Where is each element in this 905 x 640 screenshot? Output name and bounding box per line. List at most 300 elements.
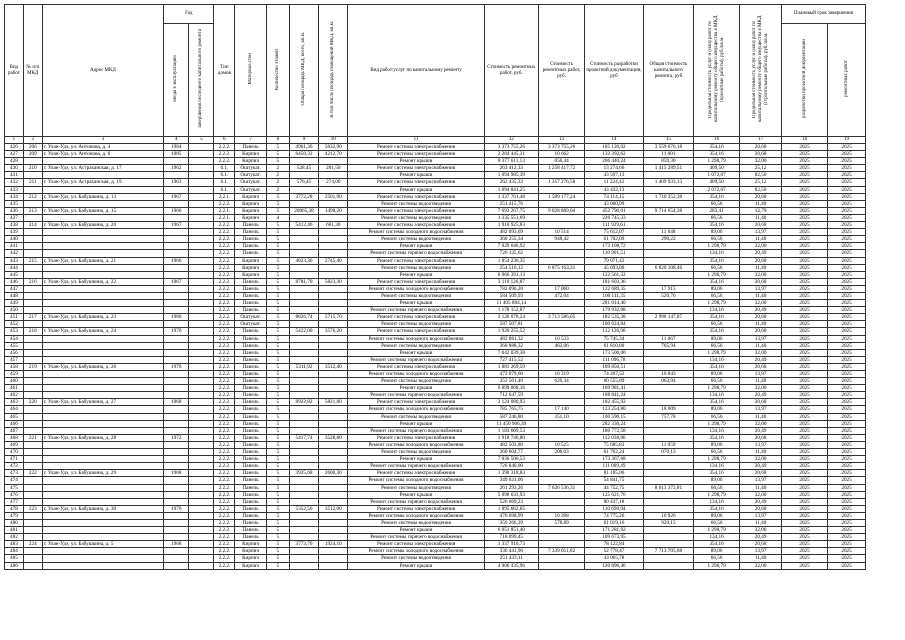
cell-unit-cost-repair: 11,40 xyxy=(740,342,782,349)
cell-planned-repair: 2025 xyxy=(828,541,866,548)
cell-unit-cost: 354,16 xyxy=(694,434,740,441)
cell-row-index: 466 xyxy=(5,420,24,427)
cell-year-last-repair xyxy=(189,300,214,307)
cell-unit-cost: 409,50 xyxy=(694,179,740,186)
cell-unit-cost-repair: 20,49 xyxy=(740,392,782,399)
cell-unit-cost: 89,06 xyxy=(694,406,740,413)
cell-unit-cost: 354,16 xyxy=(694,314,740,321)
cell-mkd-number xyxy=(23,498,42,505)
cell-unit-cost-repair: 32,00 xyxy=(740,158,782,165)
cell-living-area xyxy=(319,356,348,363)
cell-planned-design: 2025 xyxy=(782,292,828,299)
cell-cost-total xyxy=(539,505,585,512)
cell-design-cost: 180 772,58 xyxy=(585,427,644,434)
cell-house-type: 2.2.2. xyxy=(214,222,235,229)
cell-floors: 5 xyxy=(266,236,289,243)
cell-row-index: 439 xyxy=(5,229,24,236)
cell-planned-design: 2025 xyxy=(782,278,828,285)
column-number: 3 xyxy=(42,137,163,144)
cell-planned-repair: 2025 xyxy=(828,548,866,555)
cell-year-last-repair xyxy=(189,541,214,548)
table-row xyxy=(5,512,866,519)
cell-design-cost: 74 207,52 xyxy=(585,371,644,378)
table-row xyxy=(5,527,866,534)
table-row xyxy=(5,392,866,399)
cell-mkd-number xyxy=(23,427,42,434)
cell-total-area xyxy=(289,236,318,243)
cell-unit-cost: 354,16 xyxy=(694,193,740,200)
cell-address xyxy=(42,172,163,179)
column-number-row xyxy=(5,137,866,144)
cell-cap-cost: 3 559 076,18 xyxy=(643,144,693,151)
cell-design-cost: 61 019,16 xyxy=(585,519,644,526)
cell-mkd-number xyxy=(23,413,42,420)
cell-year-commission xyxy=(164,300,189,307)
table-row xyxy=(5,534,866,541)
cell-design-cost: 111 929,61 xyxy=(585,222,644,229)
cell-cap-cost xyxy=(643,385,693,392)
cell-planned-repair: 2025 xyxy=(828,151,866,158)
cell-row-index: 457 xyxy=(5,356,24,363)
cell-address xyxy=(42,456,163,463)
cell-house-type: 2.2.2. xyxy=(214,463,235,470)
cell-cost-total: 10 525 xyxy=(539,441,585,448)
cell-cost-total: 626,34 xyxy=(539,378,585,385)
cell-planned-repair: 2025 xyxy=(828,278,866,285)
cell-mkd-number: 223 xyxy=(23,505,42,512)
cell-year-commission: 1962 xyxy=(164,165,189,172)
cell-wall-material: Кирпич xyxy=(235,271,266,278)
cell-cost-total: 578,89 xyxy=(539,519,585,526)
cell-work-cost: 360 604,77 xyxy=(484,449,538,456)
cell-work-type: Ремонт системы горячего водоснабжения xyxy=(348,250,484,257)
cell-year-last-repair xyxy=(189,158,214,165)
cell-unit-cost: 1 298,79 xyxy=(694,527,740,534)
cell-design-cost: 111 096,78 xyxy=(585,356,644,363)
cell-year-last-repair xyxy=(189,512,214,519)
cell-design-cost: 78 122,84 xyxy=(585,541,644,548)
cell-planned-design: 2025 xyxy=(782,505,828,512)
cell-planned-design: 2025 xyxy=(782,498,828,505)
cell-work-type: Ремонт системы электроснабжения xyxy=(348,144,484,151)
cell-living-area xyxy=(319,271,348,278)
cell-work-type: Ремонт системы холодного водоснабжения xyxy=(348,441,484,448)
cell-house-type: 2.2.2. xyxy=(214,498,235,505)
cell-cap-cost xyxy=(643,427,693,434)
cell-cap-cost xyxy=(643,271,693,278)
cell-house-type: 2.2.2. xyxy=(214,484,235,491)
cell-design-cost: 74 114,15 xyxy=(585,193,644,200)
cell-planned-design: 2025 xyxy=(782,548,828,555)
cell-unit-cost: 66,56 xyxy=(694,236,740,243)
cell-cap-cost xyxy=(643,527,693,534)
cell-cost-total: 3 713 586,05 xyxy=(539,314,585,321)
cell-wall-material: Панель xyxy=(235,512,266,519)
cell-address xyxy=(42,200,163,207)
cell-address: г. Улан-Удэ, ул. Бабушкина, д. 27 xyxy=(42,399,163,406)
cell-wall-material: Панель xyxy=(235,342,266,349)
cell-total-area xyxy=(289,491,318,498)
cell-cost-total: 351,10 xyxy=(539,413,585,420)
cell-cap-cost: 11 067 xyxy=(643,335,693,342)
cell-total-area xyxy=(289,441,318,448)
cell-unit-cost: 283,41 xyxy=(694,207,740,214)
cell-living-area: 5823,30 xyxy=(319,278,348,285)
cell-floors: 5 xyxy=(266,434,289,441)
cell-planned-repair: 2025 xyxy=(828,186,866,193)
cell-design-cost: 81 185,06 xyxy=(585,470,644,477)
cell-living-area xyxy=(319,491,348,498)
cell-mkd-number xyxy=(23,378,42,385)
cell-cost-total xyxy=(539,321,585,328)
cell-work-type: Ремонт системы электроснабжения xyxy=(348,541,484,548)
cell-planned-design: 2025 xyxy=(782,385,828,392)
cell-house-type: 2.2.2. xyxy=(214,541,235,548)
cell-total-area xyxy=(289,477,318,484)
cell-work-type: Ремонт системы электроснабжения xyxy=(348,278,484,285)
cell-unit-cost: 354,16 xyxy=(694,222,740,229)
cell-design-cost: 112 126,96 xyxy=(585,328,644,335)
cell-year-commission xyxy=(164,349,189,356)
cell-planned-design: 2025 xyxy=(782,534,828,541)
cell-row-index: 438 xyxy=(5,222,24,229)
cell-cost-total xyxy=(539,463,585,470)
cell-cap-cost: 6 820 108,46 xyxy=(643,264,693,271)
cell-house-type: 2.2.2. xyxy=(214,151,235,158)
cell-row-index: 454 xyxy=(5,335,24,342)
cell-planned-design: 2025 xyxy=(782,243,828,250)
cell-wall-material: Панель xyxy=(235,505,266,512)
cell-unit-cost: 66,56 xyxy=(694,264,740,271)
cell-cap-cost xyxy=(643,392,693,399)
cell-house-type: 2.2.1. xyxy=(214,193,235,200)
cell-unit-cost: 1 298,79 xyxy=(694,562,740,569)
cell-year-commission xyxy=(164,250,189,257)
cell-total-area xyxy=(289,342,318,349)
cell-planned-design: 2025 xyxy=(782,193,828,200)
cell-unit-cost-repair: 13,97 xyxy=(740,441,782,448)
cell-wall-material: Панель xyxy=(235,307,266,314)
cell-total-area: 8922,82 xyxy=(289,399,318,406)
cell-year-commission xyxy=(164,378,189,385)
cell-design-cost: 182 535,38 xyxy=(585,314,644,321)
cell-total-area: 3772,28 xyxy=(289,193,318,200)
cell-unit-cost: 354,16 xyxy=(694,363,740,370)
cell-unit-cost-repair: 32,00 xyxy=(740,271,782,278)
cell-address xyxy=(42,250,163,257)
cell-work-cost: 7 693 267,75 xyxy=(484,207,538,214)
cell-cap-cost xyxy=(643,498,693,505)
cell-unit-cost-repair: 12,79 xyxy=(740,207,782,214)
cell-unit-cost-repair: 20,68 xyxy=(740,151,782,158)
cell-cap-cost xyxy=(643,555,693,562)
cell-address: г. Улан-Удэ, ул. Антонова, д. 6 xyxy=(42,151,163,158)
table-row xyxy=(5,165,866,172)
cell-total-area: 4823,36 xyxy=(289,257,318,264)
cell-cap-cost: 1 415 289,51 xyxy=(643,165,693,172)
cell-planned-design: 2025 xyxy=(782,449,828,456)
cell-cost-total xyxy=(539,243,585,250)
cell-unit-cost: 1 072,07 xyxy=(694,172,740,179)
cell-mkd-number xyxy=(23,172,42,179)
cell-unit-cost-repair: 32,00 xyxy=(740,420,782,427)
cell-row-index: 442 xyxy=(5,250,24,257)
cell-row-index: 430 xyxy=(5,165,24,172)
cell-total-area xyxy=(289,321,318,328)
cell-planned-repair: 2025 xyxy=(828,498,866,505)
cell-year-commission: 1972 xyxy=(164,434,189,441)
cell-unit-cost: 1 298,79 xyxy=(694,456,740,463)
cell-year-last-repair xyxy=(189,477,214,484)
cell-living-area: 2600,30 xyxy=(319,470,348,477)
cell-year-commission xyxy=(164,392,189,399)
cell-year-last-repair xyxy=(189,413,214,420)
cell-house-type: 2.2.1. xyxy=(214,214,235,221)
cell-work-type: Ремонт системы холодного водоснабжения xyxy=(348,285,484,292)
cell-living-area xyxy=(319,441,348,448)
cell-mkd-number xyxy=(23,534,42,541)
cell-planned-repair: 2025 xyxy=(828,427,866,434)
cell-address xyxy=(42,392,163,399)
cell-floors: 5 xyxy=(266,385,289,392)
cell-planned-repair: 2025 xyxy=(828,356,866,363)
cell-total-area xyxy=(289,392,318,399)
table-row xyxy=(5,477,866,484)
cell-living-area: 274,00 xyxy=(319,179,348,186)
cell-unit-cost: 66,56 xyxy=(694,555,740,562)
cell-row-index: 472 xyxy=(5,463,24,470)
cell-work-type: Ремонт крыши xyxy=(348,420,484,427)
cell-unit-cost: 89,06 xyxy=(694,548,740,555)
cell-address xyxy=(42,406,163,413)
table-row xyxy=(5,307,866,314)
cell-living-area: 3512,00 xyxy=(319,505,348,512)
cell-cap-cost: 11 648 xyxy=(643,229,693,236)
cell-planned-repair: 2025 xyxy=(828,534,866,541)
cell-address xyxy=(42,292,163,299)
cell-work-cost: 726 135,62 xyxy=(484,250,538,257)
cell-planned-repair: 2025 xyxy=(828,285,866,292)
cell-floors: 5 xyxy=(266,498,289,505)
table-row xyxy=(5,200,866,207)
cell-unit-cost: 354,16 xyxy=(694,470,740,477)
cell-address xyxy=(42,321,163,328)
cell-unit-cost-repair: 32,00 xyxy=(740,456,782,463)
cell-mkd-number xyxy=(23,371,42,378)
cell-work-type: Ремонт системы электроснабжения xyxy=(348,363,484,370)
cell-year-last-repair xyxy=(189,214,214,221)
cell-floors: 5 xyxy=(266,562,289,569)
cell-wall-material: Панель xyxy=(235,399,266,406)
cell-floors: 5 xyxy=(266,264,289,271)
header-cost-total: Стоимость ремонтных работ, руб. xyxy=(539,5,585,137)
cell-planned-design: 2025 xyxy=(782,214,828,221)
cell-house-type: 2.2.2. xyxy=(214,378,235,385)
cell-planned-repair: 2025 xyxy=(828,470,866,477)
cell-work-cost: 360 888,32 xyxy=(484,342,538,349)
cell-total-area xyxy=(289,413,318,420)
cell-mkd-number xyxy=(23,392,42,399)
cell-total-area: 5352,56 xyxy=(289,505,318,512)
cell-living-area xyxy=(319,555,348,562)
cell-mkd-number: 215 xyxy=(23,257,42,264)
cell-cost-total: 7 626 536,31 xyxy=(539,484,585,491)
cell-work-cost: 8 377 611,13 xyxy=(484,158,538,165)
header-floors: Количество этажей xyxy=(266,5,289,137)
cell-planned-design: 2025 xyxy=(782,158,828,165)
cell-unit-cost-repair: 13,97 xyxy=(740,285,782,292)
header-design-cost: Стоимость разработки проектной документации, руб xyxy=(585,5,644,137)
cell-unit-cost: 354,16 xyxy=(694,399,740,406)
cell-address xyxy=(42,441,163,448)
cell-row-index: 451 xyxy=(5,314,24,321)
cell-planned-design: 2025 xyxy=(782,477,828,484)
cell-work-type: Ремонт системы холодного водоснабжения xyxy=(348,406,484,413)
cell-floors: 5 xyxy=(266,342,289,349)
cell-total-area xyxy=(289,307,318,314)
column-number: 7 xyxy=(235,137,266,144)
cell-work-cost: 353 561,40 xyxy=(484,378,538,385)
cell-planned-repair: 2025 xyxy=(828,214,866,221)
cell-total-area xyxy=(289,527,318,534)
cell-cost-total: 17 060 xyxy=(539,285,585,292)
cell-floors: 5 xyxy=(266,371,289,378)
cell-planned-design: 2025 xyxy=(782,335,828,342)
cell-living-area xyxy=(319,172,348,179)
cell-year-last-repair xyxy=(189,271,214,278)
table-row xyxy=(5,335,866,342)
table-row xyxy=(5,519,866,526)
cell-cost-total xyxy=(539,250,585,257)
cell-unit-cost-repair: 11,40 xyxy=(740,321,782,328)
cell-total-area xyxy=(289,427,318,434)
cell-cap-cost xyxy=(643,562,693,569)
column-number: 1 xyxy=(5,137,24,144)
cell-floors: 5 xyxy=(266,484,289,491)
cell-unit-cost: 1 298,79 xyxy=(694,349,740,356)
cell-total-area: 8826,74 xyxy=(289,314,318,321)
cell-unit-cost: 1 298,79 xyxy=(694,420,740,427)
cell-work-type: Ремонт системы водоотведения xyxy=(348,214,484,221)
table-body xyxy=(5,144,866,570)
cell-planned-design: 2025 xyxy=(782,399,828,406)
cell-house-type: 2.2.2. xyxy=(214,385,235,392)
cell-cap-cost: 10 926 xyxy=(643,512,693,519)
cell-year-commission: 1968 xyxy=(164,399,189,406)
table-row xyxy=(5,229,866,236)
cell-total-area xyxy=(289,463,318,470)
cell-living-area xyxy=(319,342,348,349)
cell-year-commission xyxy=(164,406,189,413)
cell-year-commission: 1968 xyxy=(164,470,189,477)
cell-cost-total: 3 373 755,26 xyxy=(539,144,585,151)
cell-house-type: 2.2.2. xyxy=(214,342,235,349)
cell-cap-cost: 520,76 xyxy=(643,292,693,299)
cell-mkd-number xyxy=(23,243,42,250)
cell-cap-cost: 765,94 xyxy=(643,342,693,349)
table-row xyxy=(5,441,866,448)
header-planned: Плановый срок завершения xyxy=(782,5,866,24)
cell-row-index: 478 xyxy=(5,505,24,512)
cell-row-index: 443 xyxy=(5,257,24,264)
cell-house-type: 2.2.2. xyxy=(214,236,235,243)
cell-house-type: 2.2.2. xyxy=(214,527,235,534)
cell-planned-design: 2025 xyxy=(782,541,828,548)
table-row xyxy=(5,456,866,463)
cell-house-type: 2.2.2. xyxy=(214,328,235,335)
cell-work-cost: 1 094 985,39 xyxy=(484,172,538,179)
cell-work-cost: 6 899 068,16 xyxy=(484,385,538,392)
cell-address xyxy=(42,548,163,555)
cell-address xyxy=(42,264,163,271)
cell-work-cost: 356 266,39 xyxy=(484,519,538,526)
cell-design-cost: 169 981,41 xyxy=(585,385,644,392)
cell-address: г. Улан-Удэ, ул. Бабушкина, д. 24 xyxy=(42,328,163,335)
cell-address xyxy=(42,420,163,427)
cell-cap-cost xyxy=(643,456,693,463)
cell-design-cost: 182 455,92 xyxy=(585,399,644,406)
header-cap-cost: Общая стоимость капитального ремонта, руб xyxy=(643,5,693,137)
cell-planned-repair: 2025 xyxy=(828,222,866,229)
cell-planned-repair: 2025 xyxy=(828,512,866,519)
cell-total-area xyxy=(289,555,318,562)
cell-year-commission xyxy=(164,356,189,363)
cell-unit-cost-repair: 32,00 xyxy=(740,527,782,534)
cell-cap-cost xyxy=(643,222,693,229)
cell-planned-design: 2025 xyxy=(782,250,828,257)
cell-planned-design: 2025 xyxy=(782,257,828,264)
cell-year-last-repair xyxy=(189,427,214,434)
cell-work-cost: 587 246,80 xyxy=(484,413,538,420)
cell-planned-repair: 2025 xyxy=(828,271,866,278)
cell-living-area xyxy=(319,186,348,193)
cell-house-type: 2.2.2. xyxy=(214,264,235,271)
table-row xyxy=(5,328,866,335)
cell-planned-design: 2025 xyxy=(782,285,828,292)
cell-planned-repair: 2025 xyxy=(828,456,866,463)
cell-unit-cost: 89,06 xyxy=(694,285,740,292)
cell-total-area: 5412,46 xyxy=(289,222,318,229)
cell-mkd-number xyxy=(23,356,42,363)
cell-cost-total xyxy=(539,541,585,548)
cell-design-cost: 281 014,40 xyxy=(585,300,644,307)
cell-floors: 4 xyxy=(266,214,289,221)
cell-mkd-number: 220 xyxy=(23,399,42,406)
column-number: 16 xyxy=(694,137,740,144)
cell-cost-total: 10 533 xyxy=(539,335,585,342)
table-row xyxy=(5,151,866,158)
cell-year-commission: 1967 xyxy=(164,193,189,200)
cell-planned-design: 2025 xyxy=(782,555,828,562)
cell-address xyxy=(42,562,163,569)
cell-total-area xyxy=(289,172,318,179)
cell-planned-repair: 2025 xyxy=(828,300,866,307)
cell-address xyxy=(42,186,163,193)
table-row xyxy=(5,179,866,186)
cell-cost-total xyxy=(539,271,585,278)
cell-total-area xyxy=(289,548,318,555)
table-row xyxy=(5,222,866,229)
cell-row-index: 450 xyxy=(5,307,24,314)
cell-unit-cost: 134,16 xyxy=(694,392,740,399)
cell-row-index: 467 xyxy=(5,427,24,434)
cell-work-type: Ремонт крыши xyxy=(348,271,484,278)
cell-house-type: 2.2.2. xyxy=(214,363,235,370)
cell-floors: 5 xyxy=(266,222,289,229)
cell-row-index: 463 xyxy=(5,399,24,406)
cell-mkd-number xyxy=(23,300,42,307)
cell-unit-cost: 89,06 xyxy=(694,441,740,448)
